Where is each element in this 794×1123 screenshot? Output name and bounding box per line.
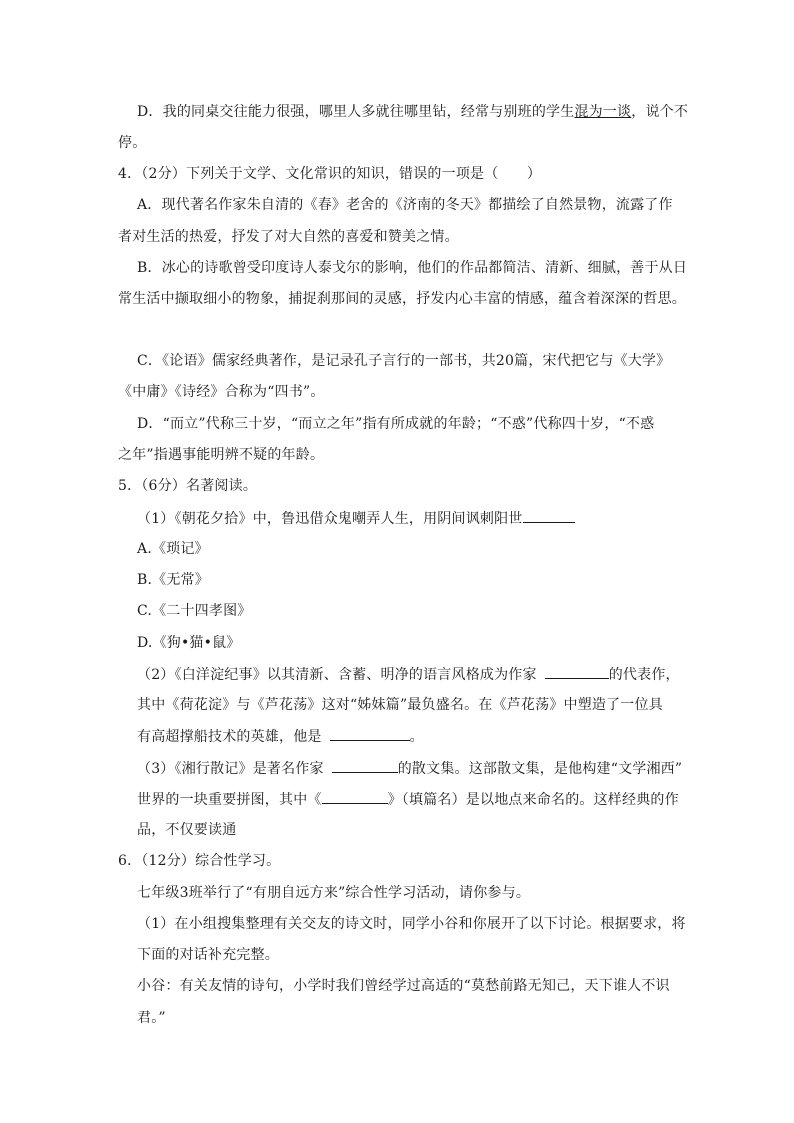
q4-option-c-line2: 《中庸》《诗经》合称为“四书”。 <box>118 384 325 400</box>
answer-blank[interactable] <box>523 508 575 523</box>
q5-sub1 <box>137 508 575 529</box>
q5-sub1-option-b: B.《无常》 <box>137 572 209 588</box>
q5-sub3-line2-prefix: 世界的一块重要拼图，其中《 <box>137 792 322 808</box>
q4-option-d-line1: D．“而立”代称三十岁，“而立之年”指有所成就的年龄；“不惑”代称四十岁，“不惑 <box>137 416 655 432</box>
answer-blank[interactable] <box>332 758 398 773</box>
q5-sub2-line1 <box>137 664 680 685</box>
q3-option-d-prefix: D．我的同桌交往能力很强，哪里人多就往哪里钻，经常与别班的学生 <box>137 104 575 120</box>
q6-dialog-line2: 君。” <box>137 1010 166 1026</box>
q5-sub2-prefix: （2）《白洋淀纪事》以其清新、含蓄、明净的语言风格成为作家 <box>137 667 537 683</box>
q4-option-d-line2: 之年”指遇事能明辨不疑的年龄。 <box>118 447 325 463</box>
q5-sub1-option-c: C.《二十四孝图》 <box>137 603 252 619</box>
q3-option-d-line1 <box>137 102 688 122</box>
q4-stem: 4．（2分）下列关于文学、文化常识的知识，错误的一项是（ ） <box>118 166 542 182</box>
q3-option-d-underlined-word: 混为一谈 <box>574 104 632 120</box>
q6-sub1-line1: （1）在小组搜集整理有关交友的诗文时，同学小谷和你展开了以下讨论。根据要求，将 <box>137 916 686 932</box>
answer-blank[interactable] <box>330 726 410 741</box>
q6-dialog-line1: 小谷：有关友情的诗句，小学时我们曾经学过高适的“莫愁前路无知己，天下谁人不识 <box>137 978 670 994</box>
q4-option-b-line2: 常生活中撷取细小的物象，捕捉刹那间的灵感，抒发内心丰富的情感，蕴含着深深的哲思。 <box>118 291 686 307</box>
q5-sub2-line3-prefix: 有高超撑船技术的英雄，他是 <box>137 729 322 745</box>
q5-sub1-option-a: A.《琐记》 <box>137 541 209 557</box>
q5-sub3-suffix: 的散文集。这部散文集，是他构建“文学湘西” <box>397 761 683 777</box>
q3-option-d-suffix: ，说个不 <box>631 104 689 120</box>
q5-sub1-text: （1）《朝花夕拾》中，鲁迅借众鬼嘲弄人生，用阴间讽刺阳世 <box>137 511 523 527</box>
q4-option-a-line2: 者对生活的热爱，抒发了对大自然的喜爱和赞美之情。 <box>118 229 459 245</box>
q5-sub1-option-d: D.《狗•猫•鼠》 <box>137 635 241 651</box>
q6-sub1-line2: 下面的对话补充完整。 <box>137 947 279 963</box>
answer-blank[interactable] <box>322 789 388 804</box>
q6-intro: 七年级3班举行了“有朋自远方来”综合性学习活动，请你参与。 <box>137 885 531 901</box>
q5-sub2-line2: 其中《荷花淀》与《芦花荡》这对“姊妹篇”最负盛名。在《芦花荡》中塑造了一位具 <box>137 697 663 713</box>
q5-sub3-prefix: （3）《湘行散记》是著名作家 <box>137 761 324 777</box>
q5-sub2-line3-suffix: 。 <box>409 729 424 745</box>
q4-option-a-line1: A．现代著名作家朱自清的《春》老舍的《济南的冬天》都描绘了自然景物，流露了作 <box>137 197 673 213</box>
q5-sub3-line1 <box>137 758 682 779</box>
q5-sub3-line3: 品，不仅要读通 <box>137 822 237 838</box>
answer-blank[interactable] <box>545 664 609 679</box>
q5-stem: 5．（6分）名著阅读。 <box>118 478 258 494</box>
q6-stem: 6．（12分）综合性学习。 <box>118 853 281 869</box>
q4-option-c-line1: C．《论语》儒家经典著作，是记录孔子言行的一部书，共20篇，宋代把它与《大学》 <box>137 353 671 369</box>
q3-option-d-line2: 停。 <box>118 135 147 151</box>
q5-sub3-line2-suffix: 》（填篇名）是以地点来命名的。这样经典的作 <box>387 792 679 808</box>
q5-sub2-suffix: 的代表作， <box>608 667 680 683</box>
q4-option-b-line1: B．冰心的诗歌曾受印度诗人泰戈尔的影响，他们的作品都简洁、清新、细腻，善于从日 <box>137 260 688 276</box>
q5-sub2-line3 <box>137 726 424 747</box>
q5-sub3-line2 <box>137 789 679 810</box>
